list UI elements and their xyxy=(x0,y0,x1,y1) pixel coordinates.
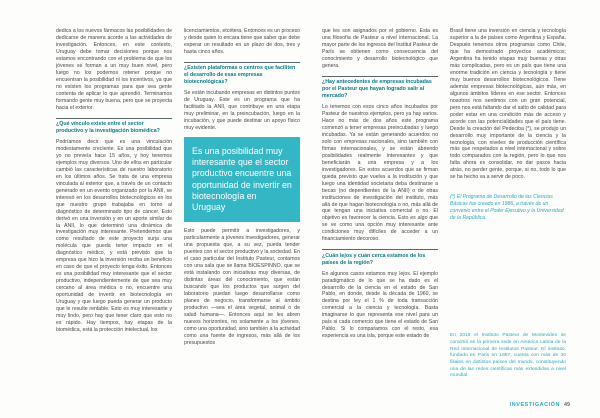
left-page-column-1 xyxy=(56,28,172,394)
paragraph: dedica a los nuevos fármacos las posibilidades de dedicarse de manera acorde a las actividades de investigación. Entonces, en este contexto, Uruguay debe tomar decisiones porque nos estamos encontrando con el problema de que los jóvenes se forman a un muy buen nivel, pero luego no los podemos retener porque no encuentran la posibilidad ni los incentivos, ya que no existen los programas para que sea gente contenta de aplicar lo que aprendió. Terminamos formando gente muy buena, pero que se proyecta hacia el exterior. xyxy=(56,28,172,111)
pull-quote: Es una posibilidad muy interesante que el sector productivo encuentre una oportunidad de invertir en biotecnología en Uruguay xyxy=(184,137,300,223)
paragraph: Se están incubando empresas en distintos puntos de Uruguay. Este es un programa que ha facilitado la ANII, que contribuye en una etapa muy preliminar, en la preincubación, luego en la incubación, y que puede destinar un apoyo físico muy evidente. xyxy=(184,90,300,131)
paragraph: que les son asignados por el gobierno. Esta es una filosofía de Pasteur a nivel internacional. La mayor parte de los ingresos del Institut Pasteur de París se obtienen como consecuencia del conocimiento y desarrollo biotecnológico que genera. xyxy=(322,28,438,69)
institutional-sidenote: En 2016 el Instituto Pasteur de Montevideo se convirtió en la primera sede en América Latina de la Red Internacional de Institutos Pasteur. El instituto, fundado en París en 1887, cuenta con más de 30 filiales en distintos países del mundo, constituyendo una de las redes científicas más extendidas a nivel mundial. xyxy=(450,333,566,379)
interview-question: ¿Existen plataformas o centros que faciliten el desarrollo de esas empresas biotecnológicas? xyxy=(184,62,300,86)
right-page-column-1 xyxy=(322,28,438,394)
paragraph: En algunos casos estamos muy lejos. El ejemplo paradigmático de lo que se ha dado es el desarrollo de la ciencia en el estado de San Pablo, en donde, desde la década de 1960, se destina por ley el 1 % de toda transacción comercial a la ciencia y tecnología. Basta imaginarse lo que representa ese nivel para un país si cada comercio que tiene el estado de San Pablo. Si lo comparamos con el resto, esa experiencia es una isla, porque este estado de xyxy=(322,270,438,340)
footnote: (*) El Programa de Desarrollo de las Ciencias Básicas fue creado en 1986, a través de un convenio entre el Poder Ejecutivo y la Universidad de la República. xyxy=(450,194,564,221)
paragraph: Lo tenemos con esos cinco años incubados por Pasteur de nuestros ejemplos, pero ya hay varios. Hace no más de dos años este programa comenzó a tener empresas preincubadas y luego incubadas. Ya se están generando acuerdos no solo con empresas nacionales, sino también con firmas internacionales, y se están abriendo posibilidades realmente interesantes y que beneficiarán a una empresa y a los investigadores. En estos acuerdos que se firman queda previsto que vuelva a la institución y que luego una identidad societaria deba destinarse a becas (no dependientes de la ANII) o de otras instituciones de investigación del instituto, más allá de que hagan biotecnología o no, más allá de que tengan una iniciativa comercial o no. El objetivo es favorecer la ciencia. Esto es algo que se ve como una opción muy interesante ante condiciones muy difíciles de acceder a un financiamiento decoroso. xyxy=(322,103,438,243)
interview-question: ¿Cuán lejos y cuán cerca estamos de los países de la región? xyxy=(322,249,438,266)
paragraph: Esto puede permitir a investigadores, y particularmente a jóvenes investigadores, generar una propuesta que, a su vez, pueda tender puentes con el sector productivo y la sociedad. En el caso particular del Instituto Pasteur, contamos con una sala que se llama BIOESPINNO, que se está instalando con iniciativas muy diversas, de distintas áreas del conocimiento, que están buscando que los productos que surgen del laboratorio puedan luego desarrollarse como planes de negocio, transformarse al ámbito productivo —sea el área vegetal, animal o de salud humana—. Entonces aquí se les abren nuevos horizontes, no solamente a los jóvenes, como una oportunidad, sino también a la actividad como una fuente de ingresos, más allá de los presupuestos xyxy=(184,228,300,346)
interview-question: ¿Hay antecedentes de empresas incubadas por el Pasteur que hayan logrado salir al mercado? xyxy=(322,76,438,100)
paragraph: licenciamientos, etcétera. Entonces es un proceso y desde quien lo encara tiene que saber que debe esperar un resultado en un plazo de dos, tres y hasta cinco años. xyxy=(184,28,300,55)
right-page-column-2 xyxy=(450,28,566,394)
left-page-column-2 xyxy=(184,28,300,394)
page-footer xyxy=(510,402,570,408)
page-number: 49 xyxy=(564,402,570,408)
interview-question: ¿Qué vínculo existe entre el sector productivo y la investigación biomédica? xyxy=(56,118,172,135)
section-label: INVESTIGACIÓN xyxy=(509,402,560,408)
paragraph: Brasil tiene una inversión en ciencia y tecnología superior a la de países como Argentina y España. Después tenemos otros programas como Chile, que ha demostrado proyectos académicos; Argentina ha tenido etapas muy buenas y otras más complicadas, pero es un país que tiene una enorme tradición en ciencia y tecnología y tiene muy buenos desarrollos biotecnológicos. Tiene además empresas biotecnológicas, aún más, en algunos ámbitos líderes en ese sector. Entonces nosotros nos sentimos con un gran potencial, pero nos está faltando dar el salto de calidad para poder estar en una condición más de acceso y acorde con las potencialidades que el país tiene. Desde la creación del Pedeciba (*), se produjo un desarrollo muy importante de la ciencia y la tecnología, con niveles de producción científica más que respetados a nivel internacional y sobre todo comparados con la región, pero lo que nos falta ahora es consolidar, no dar pasos hacia atrás, no perder gente, porque, si no, todo lo que se ha hecho va a servir de poco. xyxy=(450,28,566,181)
paragraph: Podríamos decir que es una vinculación modestamente creciente. Es una posibilidad que yo no preveía hace 15 años, y hoy tenemos ejemplos muy diversos. Uno de ellos en particular cambió las características de nuestro laboratorio en los últimos años. Se trata de una empresa vinculada al exterior que, a través de un contacto generado en un evento organizado por la ANII, se interesó en los desarrollos biotecnológicos en los que nuestro grupo trabajaba en torno al diagnóstico de determinado tipo de cáncer. Esto derivó en una inversión y en un aporte similar de la ANII, lo que determinó una dinámica de investigación muy interesante. Pretendemos que como resultado de este proyecto surja una molécula que pueda tener impacto en el diagnóstico médico, y está previsto que la empresa que hizo la inversión reciba un beneficio en caso de que el proyecto tenga éxito. Entonces es una posibilidad muy interesante que el sector productivo, independientemente de que sea muy cercano al área médica o no, encuentre una oportunidad de invertir en biotecnología en Uruguay y que luego pueda generar un producto que le resulte rentable. Esto es muy interesante y muy lindo, pero hay que tener claro que esto no es rápido. Hay tiempos, hay etapas de la biomédica, está la protección intelectual, los xyxy=(56,138,172,334)
